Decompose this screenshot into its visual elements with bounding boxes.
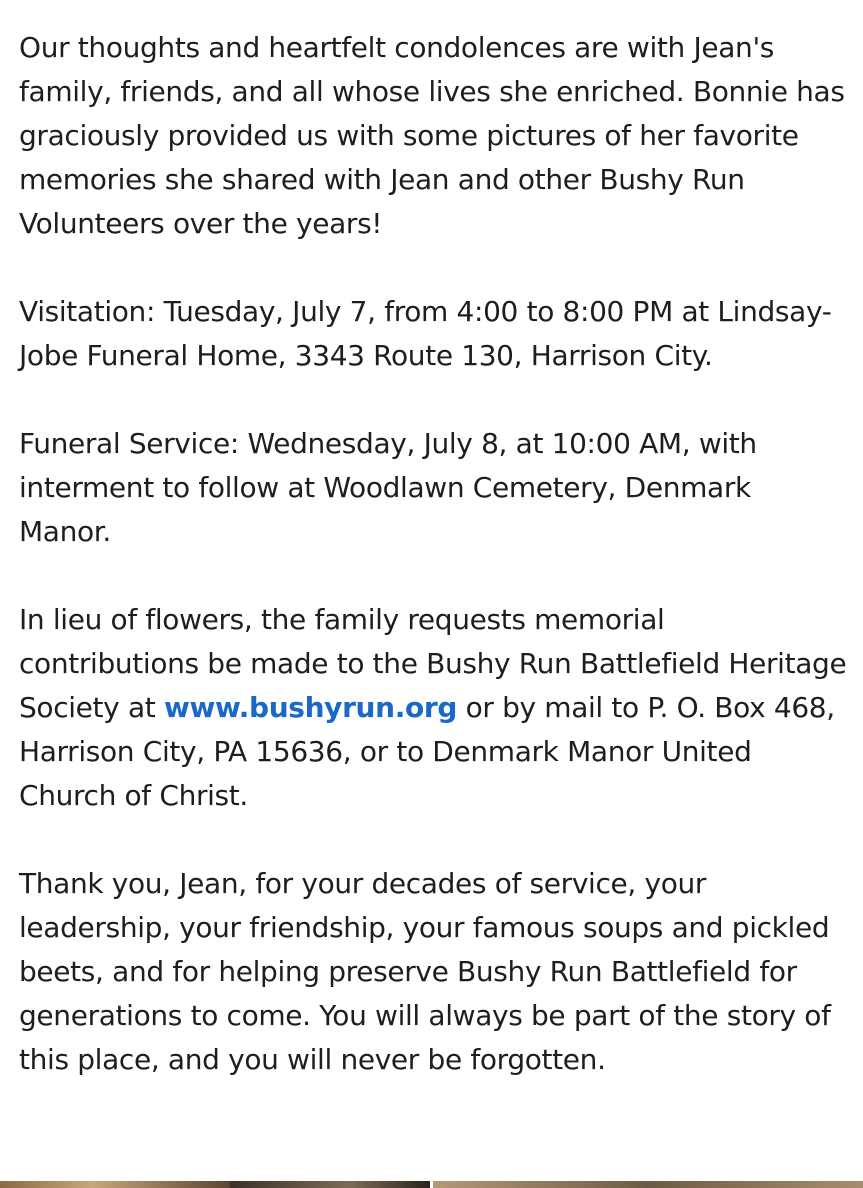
visitation-paragraph: Visitation: Tuesday, July 7, from 4:00 to 8:00 PM at Lindsay-Jobe Funeral Home, 3343 Route 130, Harrison City. — [19, 295, 832, 372]
condolence-paragraph: Our thoughts and heartfelt condolences are with Jean's family, friends, and all whose lives she enriched. Bonnie has graciously provided us with some pictures of her favorite memories she shared with Jean and other Bushy Run Volunteers over the years! — [19, 31, 845, 240]
photo-album-preview[interactable] — [0, 1181, 863, 1188]
thank-you-paragraph: Thank you, Jean, for your decades of service, your leadership, your friendship, your famous soups and pickled beets, and for helping preserve Bushy Run Battlefield for generations to come. You will always be part of the story of this place, and you will never be forgotten. — [19, 867, 831, 1076]
memorial-text-before-link: In lieu of flowers, the family requests memorial contributions be made to the Bushy Run Battlefield Heritage Society at — [19, 603, 847, 724]
memorial-contributions-paragraph — [19, 598, 849, 818]
post-text-body — [19, 26, 849, 1082]
memorial-text-after-link: or by mail to P. O. Box 468, Harrison City, PA 15636, or to Denmark Manor United Church of Christ. — [19, 691, 835, 812]
bushyrun-website-link[interactable]: www.bushyrun.org — [163, 691, 458, 724]
photo-thumbnail[interactable] — [230, 1181, 430, 1188]
photo-thumbnail[interactable] — [0, 1181, 230, 1188]
photo-thumbnail[interactable] — [433, 1181, 863, 1188]
funeral-service-paragraph: Funeral Service: Wednesday, July 8, at 10:00 AM, with interment to follow at Woodlawn Cemetery, Denmark Manor. — [19, 427, 757, 548]
